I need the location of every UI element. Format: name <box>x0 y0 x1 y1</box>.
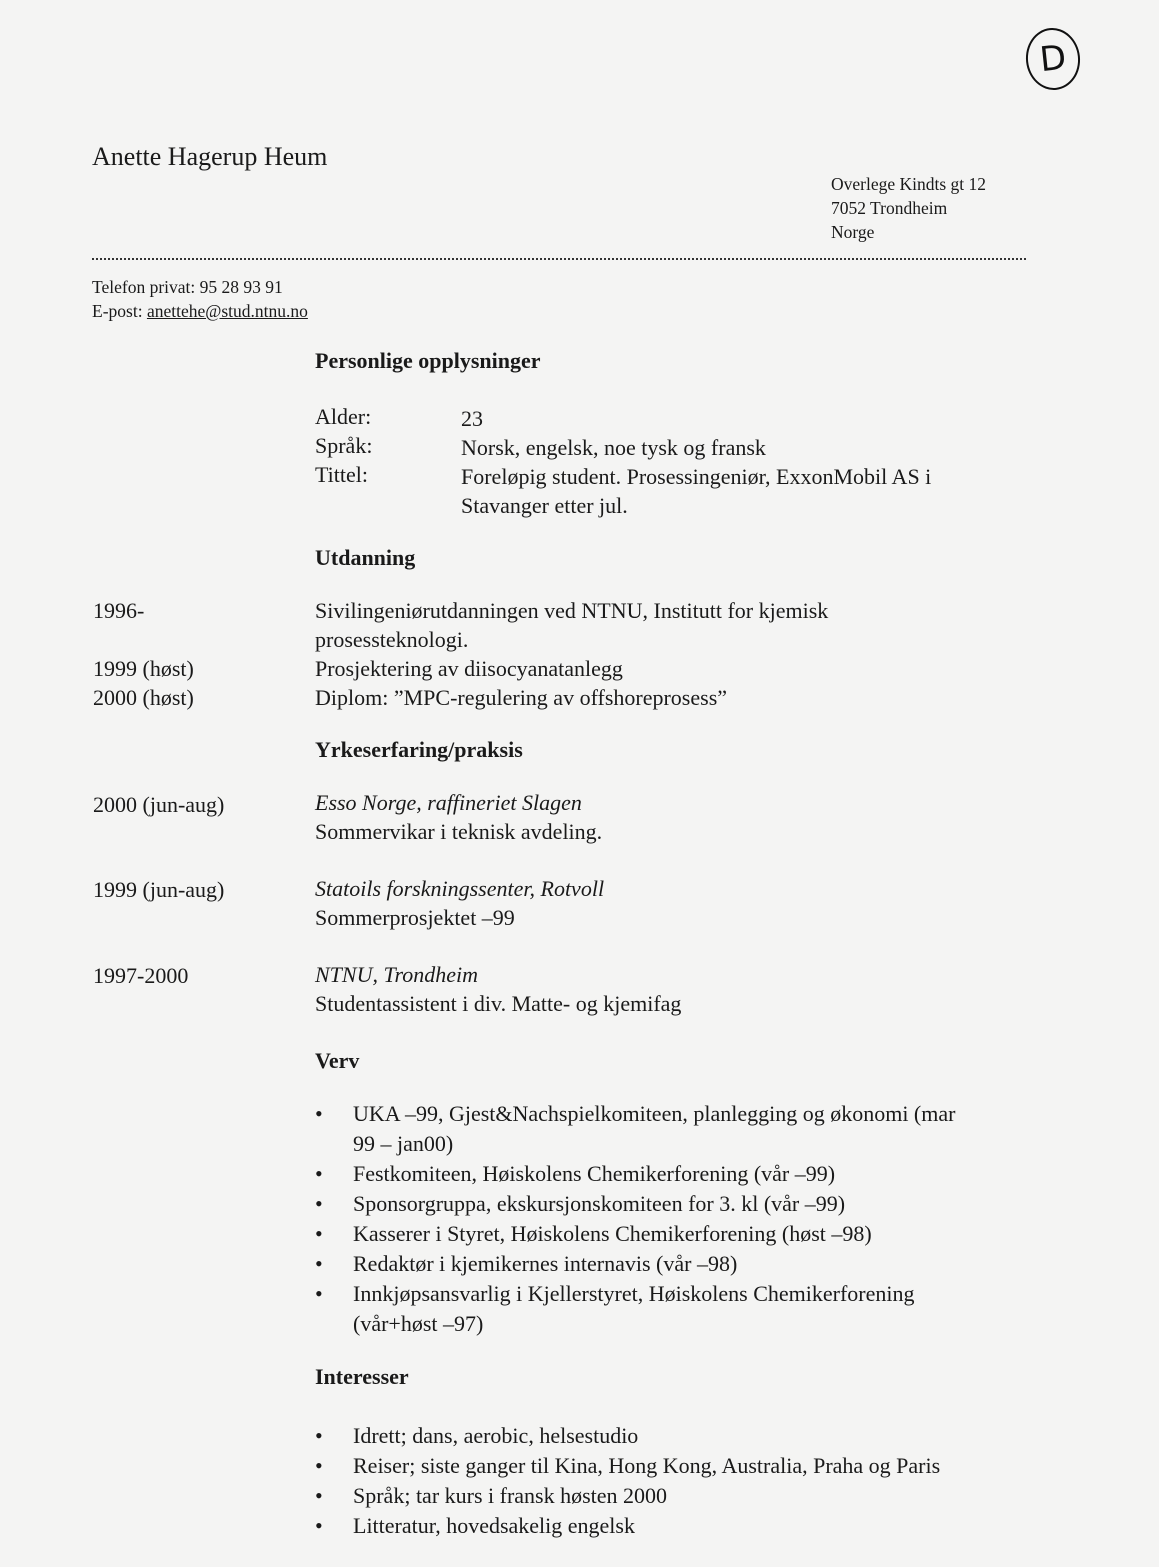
list-item <box>315 1511 1045 1541</box>
phone-label: Telefon privat: <box>92 277 196 297</box>
corner-mark: D <box>1023 25 1083 92</box>
bullet-icon: • <box>315 1191 323 1216</box>
interests-list <box>315 1421 1045 1541</box>
address-block <box>831 172 986 244</box>
list-item-line: Kasserer i Styret, Høiskolens Chemikerforening (høst –98) <box>353 1221 872 1246</box>
work-role: Sommerprosjektet –99 <box>315 905 515 930</box>
value-title-line: Stavanger etter jul. <box>461 493 628 518</box>
list-item-line: Festkomiteen, Høiskolens Chemikerforening (vår –99) <box>353 1161 836 1186</box>
work-role: Sommervikar i teknisk avdeling. <box>315 819 603 844</box>
value-title-line: Foreløpig student. Prosessingeniør, ExxonMobil AS i <box>461 464 932 489</box>
work-entry <box>315 788 602 846</box>
list-item <box>315 1099 1045 1159</box>
list-item <box>315 1219 1045 1249</box>
phone-number: 95 28 93 91 <box>199 277 283 297</box>
phone-line <box>92 275 308 299</box>
list-item-line: Innkjøpsansvarlig i Kjellerstyret, Høiskolens Chemikerforening <box>353 1281 915 1306</box>
list-item-line: Idrett; dans, aerobic, helsestudio <box>353 1423 639 1448</box>
work-date: 2000 (jun-aug) <box>93 792 225 817</box>
section-heading-verv: Verv <box>315 1048 360 1073</box>
bullet-icon: • <box>315 1423 323 1448</box>
work-employer: Statoils forskningssenter, Rotvoll <box>315 876 605 901</box>
list-item-line: Reiser; siste ganger til Kina, Hong Kong, Australia, Praha og Paris <box>353 1453 941 1478</box>
bullet-icon: • <box>315 1453 323 1478</box>
list-item <box>315 1279 1045 1339</box>
verv-list <box>315 1099 1045 1339</box>
education-entry <box>315 596 828 654</box>
work-employer: NTNU, Trondheim <box>315 962 479 987</box>
address-line: Norge <box>831 222 875 242</box>
contact-block <box>92 275 308 323</box>
dotted-divider <box>92 258 1026 260</box>
section-heading-interests: Interesser <box>315 1364 409 1389</box>
label-age: Alder: <box>315 404 372 429</box>
label-title: Tittel: <box>315 462 368 487</box>
education-date: 2000 (høst) <box>93 685 194 710</box>
work-entry <box>315 874 604 932</box>
list-item <box>315 1421 1045 1451</box>
list-item <box>315 1189 1045 1219</box>
education-line: Diplom: ”MPC-regulering av offshoreprosess” <box>315 685 728 710</box>
list-item-line: 99 – jan00) <box>353 1131 454 1156</box>
label-language: Språk: <box>315 433 373 458</box>
list-item <box>315 1159 1045 1189</box>
list-item <box>315 1451 1045 1481</box>
bullet-icon: • <box>315 1221 323 1246</box>
value-age: 23 <box>461 406 483 431</box>
bullet-icon: • <box>315 1483 323 1508</box>
education-entry <box>315 683 727 712</box>
list-item-line: UKA –99, Gjest&Nachspielkomiteen, planlegging og økonomi (mar <box>353 1101 956 1126</box>
list-item-line: Sponsorgruppa, ekskursjonskomiteen for 3. kl (vår –99) <box>353 1191 846 1216</box>
section-heading-personal: Personlige opplysninger <box>315 348 541 373</box>
email-link[interactable]: anettehe@stud.ntnu.no <box>146 301 308 321</box>
bullet-icon: • <box>315 1251 323 1276</box>
section-heading-work: Yrkeserfaring/praksis <box>315 737 523 762</box>
education-line: prosessteknologi. <box>315 627 469 652</box>
work-date: 1997-2000 <box>93 963 189 988</box>
bullet-icon: • <box>315 1101 323 1126</box>
education-date: 1999 (høst) <box>93 656 194 681</box>
value-language: Norsk, engelsk, noe tysk og fransk <box>461 435 766 460</box>
bullet-icon: • <box>315 1513 323 1538</box>
list-item-line: Redaktør i kjemikernes internavis (vår –98) <box>353 1251 738 1276</box>
address-line: Overlege Kindts gt 12 <box>831 174 987 194</box>
bullet-icon: • <box>315 1281 323 1306</box>
email-label: E-post: <box>92 301 143 321</box>
address-line: 7052 Trondheim <box>831 198 948 218</box>
email-line <box>92 299 308 323</box>
section-heading-education: Utdanning <box>315 545 416 570</box>
work-role: Studentassistent i div. Matte- og kjemifag <box>315 991 682 1016</box>
education-line: Prosjektering av diisocyanatanlegg <box>315 656 623 681</box>
list-item <box>315 1249 1045 1279</box>
bullet-icon: • <box>315 1161 323 1186</box>
value-title <box>461 462 931 520</box>
work-date: 1999 (jun-aug) <box>93 877 225 902</box>
applicant-name: Anette Hagerup Heum <box>92 142 328 171</box>
education-entry <box>315 654 623 683</box>
work-employer: Esso Norge, raffineriet Slagen <box>315 790 582 815</box>
list-item-line: Språk; tar kurs i fransk høsten 2000 <box>353 1483 668 1508</box>
list-item-line: (vår+høst –97) <box>353 1311 484 1336</box>
education-date: 1996- <box>93 598 145 623</box>
education-line: Sivilingeniørutdanningen ved NTNU, Institutt for kjemisk <box>315 598 829 623</box>
list-item <box>315 1481 1045 1511</box>
list-item-line: Litteratur, hovedsakelig engelsk <box>353 1513 635 1538</box>
work-entry <box>315 960 681 1018</box>
